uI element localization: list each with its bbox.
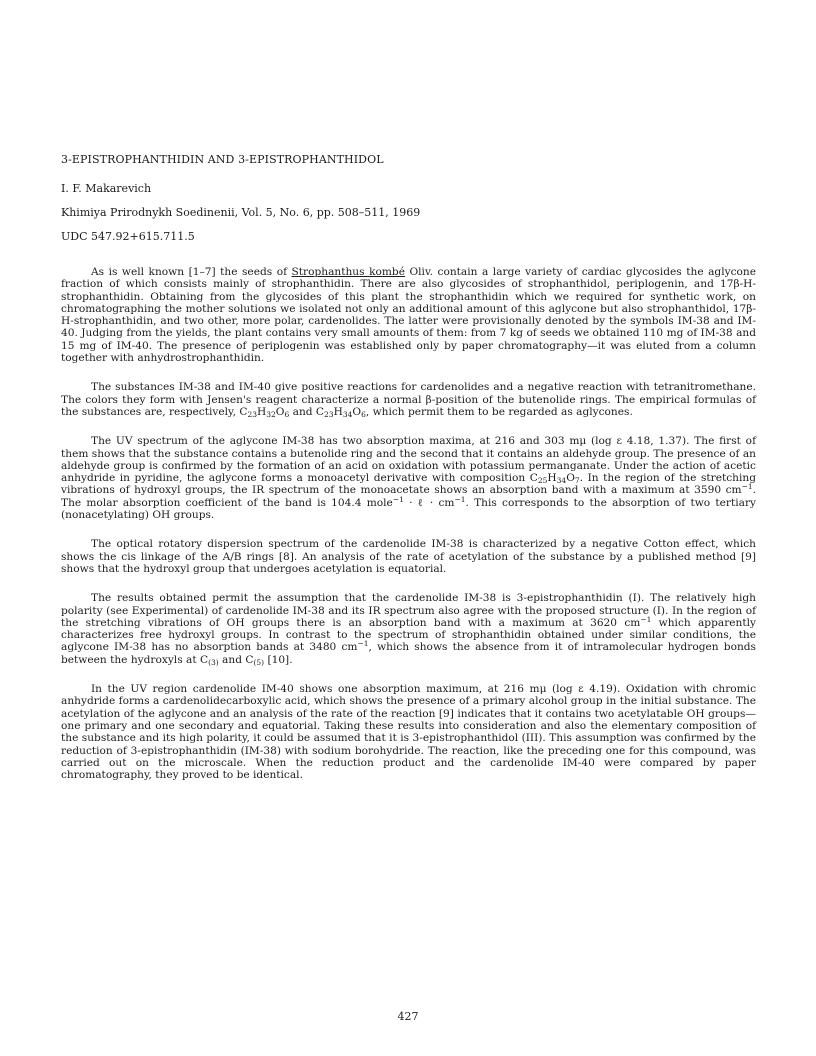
subscript: 34 xyxy=(342,409,353,419)
species-name: Strophanthus kombé xyxy=(291,266,405,278)
text-run: . This corresponds to the absorption of two tertiary (nonacetylating) OH groups. xyxy=(61,496,756,522)
element-symbol: H xyxy=(547,472,557,485)
author-line: I. F. Makarevich xyxy=(61,182,152,195)
paragraph-ord: The optical rotatory dispersion spectrum of the cardenolide IM-38 is characterized by a negative Cotton effect, which shows the cis linkage of the A/B rings [8]. An analysis of the rate of acetylation of the substance by a published method [9] shows that the hydroxyl group that undergoes acetylation is equatorial. xyxy=(61,538,756,575)
text-run: The substances IM-38 and IM-40 give positive reactions for cardenolides and a negative reaction with tetranitromethane. The colors they form with Jensen's reagent characterize a normal β-position of the butenolide rings. The empirical formulas of the substances are, respectively, xyxy=(61,381,756,418)
element-symbol: H xyxy=(333,405,343,418)
superscript: −1 xyxy=(392,494,404,504)
text-run: which apparently characterizes free hydroxyl groups. In contrast to the spectrum of strophanthidin obtained under similar conditions, the aglycone IM-38 has no absorption bands at 3480 cm xyxy=(61,616,756,654)
text-run: . In the region of the stretching vibrations of hydroxyl groups, the IR spectrum of the monoacetate shows an absorption band with a maximum at 3590 cm xyxy=(61,472,756,497)
subscript: 23 xyxy=(324,409,334,419)
text-run: , which permit them to be regarded as aglycones. xyxy=(365,405,633,418)
text-run: As is well known [1–7] the seeds of xyxy=(91,266,292,278)
element-symbol: H xyxy=(257,405,267,418)
paragraph-uv-im38 xyxy=(61,435,756,521)
subscript: 23 xyxy=(247,409,257,419)
subscript: (3) xyxy=(208,657,219,667)
text-run: [10]. xyxy=(264,653,293,666)
subscript: 6 xyxy=(361,409,366,419)
subscript: (5) xyxy=(253,657,265,667)
superscript: −1 xyxy=(357,639,369,649)
subscript: 25 xyxy=(537,476,548,486)
subscript: 7 xyxy=(574,476,580,486)
udc-code: UDC 547.92+615.711.5 xyxy=(61,230,195,243)
journal-citation: Khimiya Prirodnykh Soedinenii, Vol. 5, No. 6, pp. 508–511, 1969 xyxy=(61,206,421,219)
article-title: 3-EPISTROPHANTHIDIN AND 3-EPISTROPHANTHIDOL xyxy=(61,153,384,166)
page-number: 427 xyxy=(397,1010,419,1023)
element-symbol: C xyxy=(529,472,538,485)
subscript: 32 xyxy=(266,409,276,419)
element-symbol: O xyxy=(352,405,362,418)
element-symbol: C xyxy=(199,653,209,666)
text-run: and xyxy=(289,405,316,418)
subscript: 6 xyxy=(284,409,290,419)
text-run: and xyxy=(218,653,246,666)
element-symbol: C xyxy=(239,405,248,418)
text-run: The UV spectrum of the aglycone IM-38 has two absorption maxima, at 216 and 303 mμ (log ε 4.18, 1.37). The first of them shows that the substance contains a butenolide ring and the second that it contains an aldehyde group. The presence of an aldehyde group is confirmed by the formation of an acid on oxidation with potassium permanganate. Under the action of acetic anhydride in pyridine, the aglycone forms a monoacetyl derivative with composition xyxy=(61,435,756,485)
superscript: −1 xyxy=(640,614,652,624)
superscript: −1 xyxy=(454,494,466,504)
text-run: . The molar absorption coefficient of the band is 104.4 mole xyxy=(61,484,756,509)
text-run: Oliv. contain a large variety of cardiac glycosides the aglycone fraction of which consists mainly of strophanthidin. There are also glycosides of strophanthidol, periplogenin, and 17β-H-strophanthidin. Obtaining from the glycosides of this plant the strophanthidin which we required for synthetic work, on chromatographing the mother solutions we isolated not only an additional amount of this aglycone but also strophanthidol, 17β-H-strophanthidin, and two other, more polar, cardenolides. The latter were provisionally denoted by the symbols IM-38 and IM-40. Judging from the yields, the plant contains very small amounts of them: from 7 kg of seeds we obtained 110 mg of IM-38 and 15 mg of IM-40. The presence of periplogenin was established only by paper chromatography—it was eluted from a column together with anhydrostrophanthidin. xyxy=(61,266,756,365)
element-symbol: O xyxy=(566,472,575,485)
formula-im38 xyxy=(239,406,289,418)
subscript: 34 xyxy=(556,476,567,486)
paragraph-reactions xyxy=(61,381,756,418)
formula-monoacetate xyxy=(530,472,580,484)
paragraph-uv-im40: In the UV region cardenolide IM-40 shows one absorption maximum, at 216 mμ (log ε 4.19). Oxidation with chromic anhydride forms a cardenolidecarboxylic acid, which shows the presence of a primary alcohol group in the initial substance. The acetylation of the aglycone and an analysis of the rate of the reaction [9] indicates that it contains two acetylatable OH groups—one primary and one secondary and equatorial. Taking these results into consideration and also the elementary composition of the substance and its high polarity, it could be assumed that it is 3-epistrophanthidol (III). This assumption was confirmed by the reduction of 3-epistrophanthidin (IM-38) with sodium borohydride. The reaction, like the preceding one for this compound, was carried out on the microscale. When the reduction product and the cardenolide IM-40 were compared by paper chromatography, they proved to be identical. xyxy=(61,683,756,782)
superscript: −1 xyxy=(741,482,753,492)
paragraph-intro xyxy=(61,266,756,364)
text-run: , which shows the absence from it of intramolecular hydrogen bonds between the hydroxyls at xyxy=(61,641,756,666)
formula-im40 xyxy=(316,406,366,418)
paragraph-structure xyxy=(61,592,756,666)
element-symbol: C xyxy=(315,405,325,418)
article-body xyxy=(61,266,756,798)
text-run: · ℓ · cm xyxy=(403,496,455,509)
text-run: The results obtained permit the assumption that the cardenolide IM-38 is 3-epistrophanthidin (I). The relatively high polarity (see Experimental) of cardenolide IM-38 and its IR spectrum also agree with the proposed structure (I). In the region of the stretching vibrations of OH groups there is an absorption band with a maximum at 3620 cm xyxy=(61,592,756,629)
element-symbol: O xyxy=(275,405,285,418)
element-symbol: C xyxy=(245,653,254,666)
